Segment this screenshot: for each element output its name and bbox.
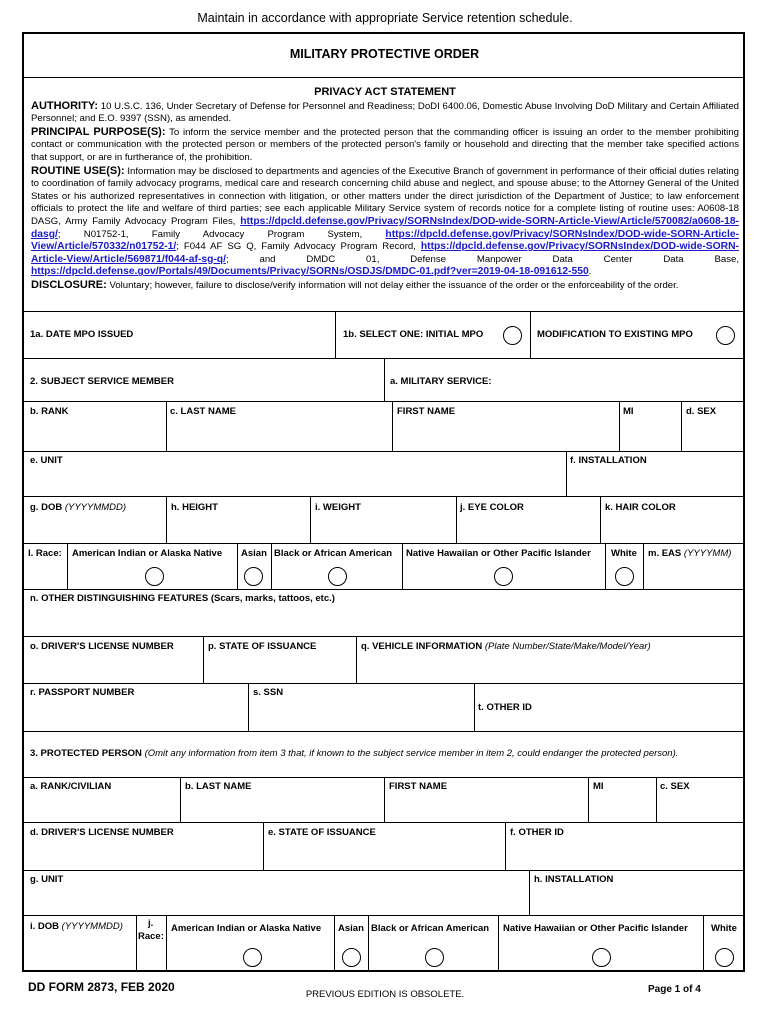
protected-installation-label: h. INSTALLATION: [534, 874, 614, 885]
protected-race-radio-white[interactable]: [715, 948, 734, 967]
race-option-asian: Asian: [241, 548, 267, 559]
sorn-link-dmdc[interactable]: https://dpcld.defense.gov/Portals/49/Documents/Privacy/SORNs/OSDJS/DMDC-01.pdf?ver=2019-04-18-091612-550: [31, 266, 589, 278]
sex-label: d. SEX: [686, 406, 717, 417]
protected-last-name-label: b. LAST NAME: [185, 781, 252, 792]
vehicle-label: q. VEHICLE INFORMATION (Plate Number/State/Make/Model/Year): [361, 641, 651, 652]
race-radio-asian[interactable]: [244, 567, 263, 586]
height-label: h. HEIGHT: [171, 502, 218, 513]
protected-dl-state-label: e. STATE OF ISSUANCE: [268, 827, 376, 838]
race-option-aian: American Indian or Alaska Native: [72, 548, 223, 559]
modification-label: MODIFICATION TO EXISTING MPO: [537, 329, 693, 340]
protected-race-option-nhpi: Native Hawaiian or Other Pacific Islander: [503, 923, 688, 934]
race-option-black: Black or African American: [274, 548, 393, 559]
dl-label: o. DRIVER'S LICENSE NUMBER: [30, 641, 174, 652]
protected-other-id-label: f. OTHER ID: [510, 827, 564, 838]
sorn-link-army[interactable]: https://dpcld.defense.gov/Privacy/SORNsIndex/DOD-wide-SORN-Article-View/Article/570082/a0608-18-dasg/: [31, 215, 739, 240]
disclosure-paragraph: DISCLOSURE: Voluntary; however, failure to disclose/verify information will not delay either the issuance of the order or the enforceability of the order.: [31, 278, 679, 291]
mi-label: MI: [623, 406, 634, 417]
routine-uses-paragraph: ROUTINE USE(S): Information may be disclosed to departments and agencies of the Executive Branch of government in performance of their official duties relating to coordination of family advocacy programs, medical care and research concerning child abuse and neglect, and spouse abuse; to the Attorney General of the United States or his authorized representatives in connection with litigation, or other matters under the direct jurisdiction of the Department of Justice; to law enforcement officials to protect the life and welfare of third parties; see each applicable Military Service system of records notice for a complete listing of routine uses: A0608-18 DASG, Army Family Advocacy Program Files, https://dpcld.defense.gov/Privacy/SORNsIndex/DOD-wide-SORN-Article-View/Article/570082/a0608-18-dasg/; N01752-1, Family Advocacy Program System, https://dpcld.defense.gov/Privacy/SORNsIndex/DOD-wide-SORN-Article-View/Article/570332/n01752-1/; F044 AF SG Q, Family Advocacy Program Record, https://dpcld.defense.gov/Privacy/SORNsIndex/DOD-wide-SORN-Article-View/Article/569871/f044-af-sg-q/; and DMDC 01, Defense Manpower Data Center Data Base, https://dpcld.defense.gov/Portals/49/Documents/Privacy/SORNs/OSDJS/DMDC-01.pdf?ver=2019-04-18-091612-550.: [31, 164, 740, 278]
protected-race-radio-black[interactable]: [425, 948, 444, 967]
subject-section-title: 2. SUBJECT SERVICE MEMBER: [30, 376, 174, 387]
protected-first-name-label: FIRST NAME: [389, 781, 448, 792]
dob-label: g. DOB (YYYYMMDD): [30, 502, 127, 513]
protected-race-option-black: Black or African American: [371, 923, 490, 934]
retention-note: Maintain in accordance with appropriate Service retention schedule.: [197, 11, 573, 25]
sorn-link-navy[interactable]: https://dpcld.defense.gov/Privacy/SORNsIndex/DOD-wide-SORN-Article-View/Article/570332/n01752-1/: [31, 228, 739, 253]
modification-radio[interactable]: [716, 326, 735, 345]
installation-label: f. INSTALLATION: [570, 455, 647, 466]
race-option-white: White: [611, 548, 637, 559]
weight-label: i. WEIGHT: [315, 502, 361, 513]
protected-race-radio-asian[interactable]: [342, 948, 361, 967]
purpose-paragraph: PRINCIPAL PURPOSE(S): To inform the service member and the protected person that the commanding officer is issuing an order to the member prohibiting contact or communication with the protected person or members of the protected person's family or household and directing that the member take specified actions that support, or are in furtherance of, the prohibition.: [31, 125, 739, 163]
last-name-label: c. LAST NAME: [170, 406, 236, 417]
eas-label: m. EAS (YYYYMM): [648, 548, 732, 559]
privacy-heading: PRIVACY ACT STATEMENT: [314, 86, 456, 98]
other-id-label: t. OTHER ID: [478, 702, 532, 713]
race-radio-aian[interactable]: [145, 567, 164, 586]
initial-mpo-radio[interactable]: [503, 326, 522, 345]
hair-color-label: k. HAIR COLOR: [605, 502, 676, 513]
ssn-label: s. SSN: [253, 687, 284, 698]
features-label: n. OTHER DISTINGUISHING FEATURES (Scars, marks, tattoos, etc.): [30, 593, 335, 604]
race-radio-black[interactable]: [328, 567, 347, 586]
race-radio-nhpi[interactable]: [494, 567, 513, 586]
military-service-label: a. MILITARY SERVICE:: [390, 376, 492, 387]
race-radio-white[interactable]: [615, 567, 634, 586]
protected-race-label: Race:: [138, 931, 164, 942]
protected-dl-label: d. DRIVER'S LICENSE NUMBER: [30, 827, 174, 838]
unit-label: e. UNIT: [30, 455, 63, 466]
protected-dob-label: i. DOB (YYYYMMDD): [30, 921, 123, 932]
eye-color-label: j. EYE COLOR: [460, 502, 524, 513]
race-label: l. Race:: [28, 548, 62, 559]
dl-state-label: p. STATE OF ISSUANCE: [208, 641, 317, 652]
sorn-link-af[interactable]: https://dpcld.defense.gov/Privacy/SORNsIndex/DOD-wide-SORN-Article-View/Article/569871/f044-af-sg-q/: [31, 241, 739, 265]
form-id: DD FORM 2873, FEB 2020: [28, 980, 175, 994]
form-title: MILITARY PROTECTIVE ORDER: [289, 47, 480, 61]
protected-race-option-asian: Asian: [338, 923, 364, 934]
protected-race-radio-aian[interactable]: [243, 948, 262, 967]
authority-paragraph: AUTHORITY: 10 U.S.C. 136, Under Secretary of Defense for Personnel and Readiness; DoDI 6400.06, Domestic Abuse Involving DoD Military and Certain Affiliated Personnel; and E.O. 9397 (SSN), as amended.: [31, 99, 739, 125]
race-option-nhpi: Native Hawaiian or Other Pacific Islander: [406, 548, 591, 559]
protected-section-title: 3. PROTECTED PERSON (Omit any information from item 3 that, if known to the subject service member in item 2, could endanger the protected person).: [30, 748, 679, 759]
privacy-act-statement: [31, 86, 739, 293]
protected-race-option-aian: American Indian or Alaska Native: [171, 923, 322, 934]
protected-rank-label: a. RANK/CIVILIAN: [30, 781, 112, 792]
protected-race-option-white: White: [711, 923, 737, 934]
first-name-label: FIRST NAME: [397, 406, 456, 417]
rank-label: b. RANK: [30, 406, 69, 417]
protected-race-radio-nhpi[interactable]: [592, 948, 611, 967]
protected-unit-label: g. UNIT: [30, 874, 64, 885]
passport-label: r. PASSPORT NUMBER: [30, 687, 135, 698]
page-number: Page 1 of 4: [648, 984, 701, 995]
protected-mi-label: MI: [593, 781, 604, 792]
protected-race-j: j.: [148, 918, 154, 929]
obsolete-note: PREVIOUS EDITION IS OBSOLETE.: [305, 989, 465, 1000]
protected-sex-label: c. SEX: [660, 781, 690, 792]
date-issued-label: 1a. DATE MPO ISSUED: [30, 329, 134, 340]
divider: [24, 77, 745, 78]
initial-mpo-label: 1b. SELECT ONE: INITIAL MPO: [343, 329, 484, 340]
